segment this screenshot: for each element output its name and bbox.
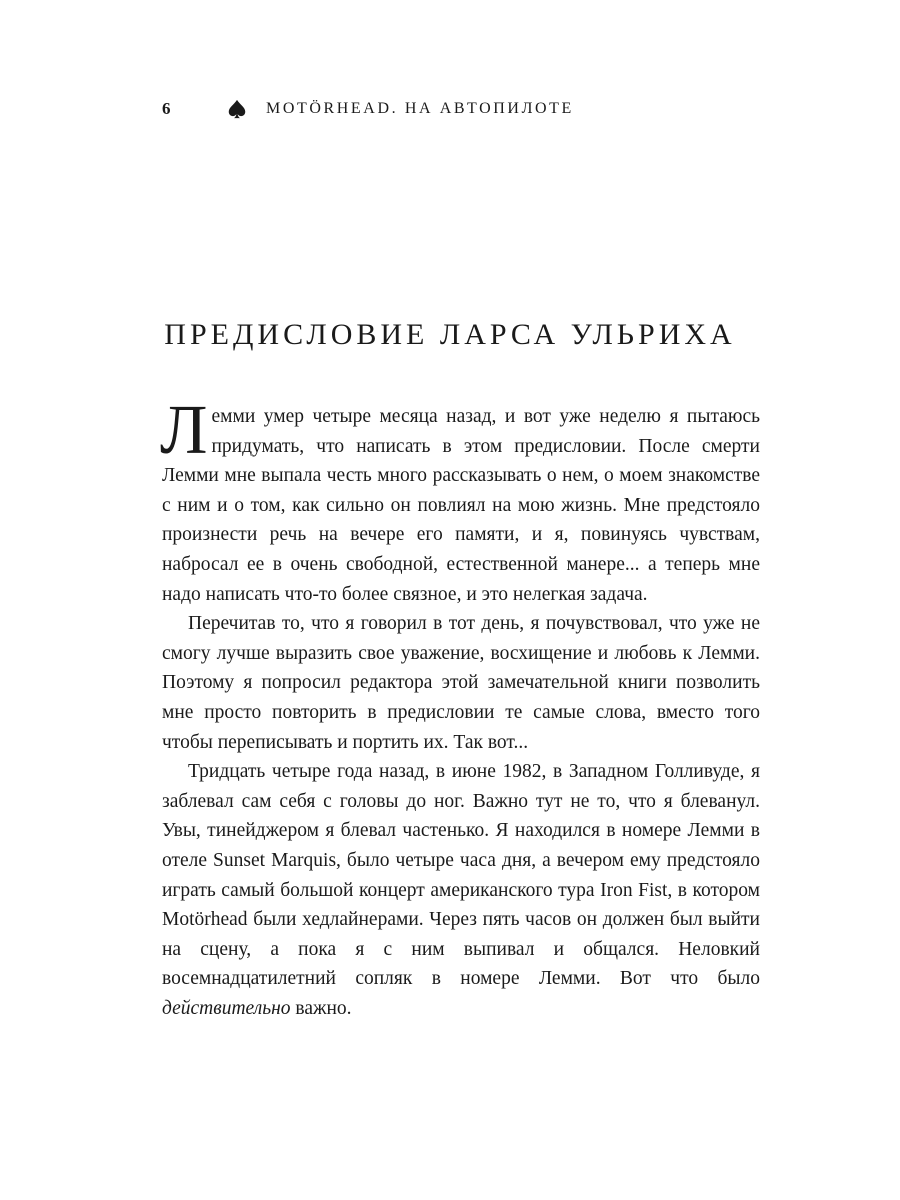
paragraph-2 bbox=[162, 609, 760, 757]
page-number: 6 bbox=[162, 99, 171, 118]
paragraph-2-text: Перечитав то, что я говорил в тот день, я почувствовал, что уже не смогу лучше выразить свое уважение, восхищение и любовь к Лемми. Поэтому я попросил редактора этой замечательной книги позволить мне просто повторить в предисловии те самые слова, вместо того чтобы переписывать и портить их. Так вот... bbox=[162, 613, 760, 753]
running-title: MOTÖRHEAD. НА АВТОПИЛОТЕ bbox=[266, 100, 574, 117]
paragraph-3-end: важно. bbox=[290, 997, 352, 1019]
paragraph-1 bbox=[160, 392, 760, 609]
running-head bbox=[162, 96, 574, 122]
paragraph-3 bbox=[162, 757, 760, 1023]
paragraph-1-text: емми умер четыре месяца назад, и вот уже неделю я пытаюсь придумать, что написать в этом предисловии. После смерти Лемми мне выпала честь много рассказывать о нем, о моем знакомстве с ним и о том, как сильно он повлиял на мою жизнь. Мне предстояло произнести речь на вечере его памяти, и я, повинуясь чувствам, набросал ее в очень свободной, естественной манере... а теперь мне надо написать что-то более связное, и это нелегкая задача. bbox=[162, 406, 760, 605]
chapter-title: ПРЕДИСЛОВИЕ ЛАРСА УЛЬРИХА bbox=[164, 318, 736, 351]
body-text bbox=[160, 392, 760, 1023]
emphasis-text: действительно bbox=[162, 997, 291, 1019]
drop-cap: Л bbox=[160, 392, 208, 469]
spade-icon bbox=[226, 98, 248, 120]
paragraph-3-text: Тридцать четыре года назад, в июне 1982, в Западном Голливуде, я заблевал сам себя с головы до ног. Важно тут не то, что я блеванул. Увы, тинейджером я блевал частенько. Я находился в номере Лемми в отеле Sunset Marquis, было четыре часа дня, а вечером ему предстояло играть самый большой концерт американского тура Iron Fist, в котором Motörhead были хедлайнерами. Через пять часов он должен был выйти на сцену, а пока я с ним выпивал и общался. Неловкий восемнадцатилетний сопляк в номере Лемми. Вот что было bbox=[162, 761, 760, 990]
